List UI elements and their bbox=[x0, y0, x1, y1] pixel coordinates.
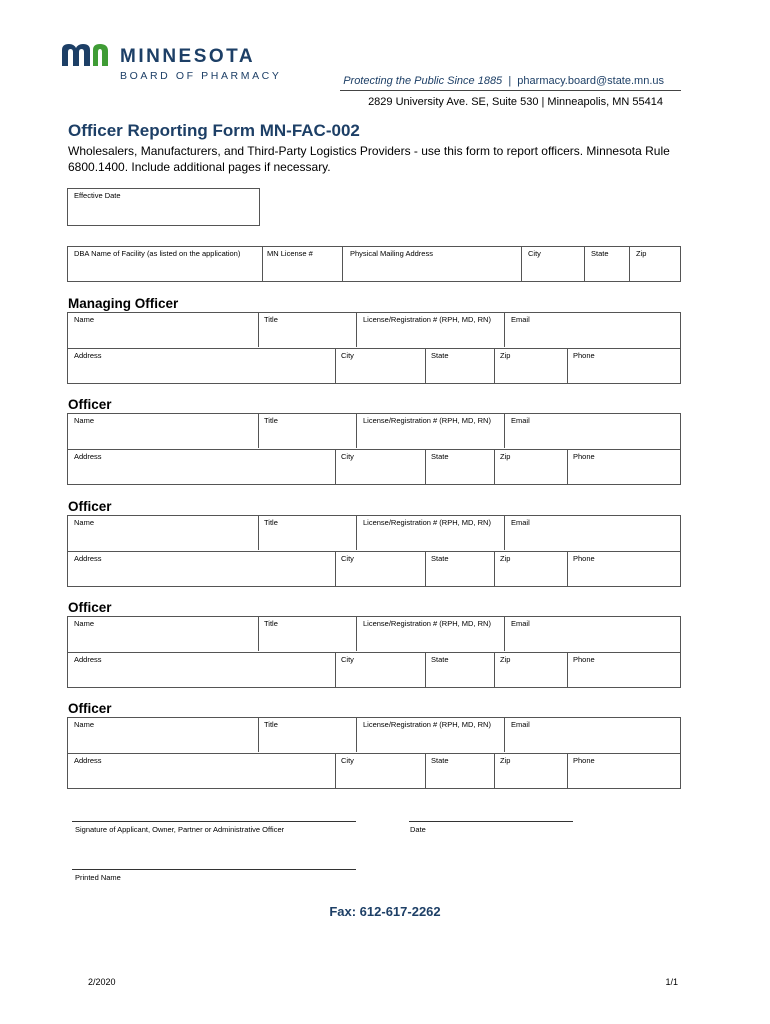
officer-city-label: City bbox=[341, 351, 354, 360]
officer-block-5 bbox=[67, 717, 681, 789]
signature-line[interactable] bbox=[72, 821, 356, 822]
officer-title-label: Title bbox=[264, 315, 278, 324]
board-address: 2829 University Ave. SE, Suite 530 | Minneapolis, MN 55414 bbox=[368, 96, 663, 108]
officer-address-label: Address bbox=[74, 756, 102, 765]
officer-address-label: Address bbox=[74, 655, 102, 664]
officer-block-1 bbox=[67, 312, 681, 384]
officer-zip-label: Zip bbox=[500, 756, 511, 765]
facility-zip-label: Zip bbox=[636, 249, 647, 258]
signature-label: Signature of Applicant, Owner, Partner or Administrative Officer bbox=[75, 825, 285, 834]
footer-date: 2/2020 bbox=[88, 977, 116, 987]
printed-name-line[interactable] bbox=[72, 869, 356, 870]
officer-state-label: State bbox=[431, 452, 449, 461]
tagline-motto: Protecting the Public Since 1885 bbox=[343, 75, 503, 87]
mn-board-of-pharmacy-logo bbox=[62, 40, 302, 90]
officer-license-label: License/Registration # (RPH, MD, RN) bbox=[363, 315, 491, 324]
officer-city-label: City bbox=[341, 554, 354, 563]
officer-email-label: Email bbox=[511, 518, 530, 527]
section-title-2: Officer bbox=[68, 397, 112, 412]
officer-address-label: Address bbox=[74, 452, 102, 461]
officer-email-label: Email bbox=[511, 619, 530, 628]
logo-state-text: MINNESOTA bbox=[120, 46, 256, 67]
officer-zip-label: Zip bbox=[500, 655, 511, 664]
officer-license-label: License/Registration # (RPH, MD, RN) bbox=[363, 619, 491, 628]
officer-city-label: City bbox=[341, 756, 354, 765]
officer-block-2 bbox=[67, 413, 681, 485]
officer-license-label: License/Registration # (RPH, MD, RN) bbox=[363, 720, 491, 729]
officer-license-label: License/Registration # (RPH, MD, RN) bbox=[363, 416, 491, 425]
officer-state-label: State bbox=[431, 351, 449, 360]
officer-block-3 bbox=[67, 515, 681, 587]
date-label: Date bbox=[410, 825, 426, 834]
officer-state-label: State bbox=[431, 756, 449, 765]
facility-row bbox=[67, 246, 681, 282]
logo-board-text: BOARD OF PHARMACY bbox=[120, 70, 282, 82]
fax-number: Fax: 612-617-2262 bbox=[329, 904, 441, 919]
section-title-1: Managing Officer bbox=[68, 296, 179, 311]
officer-title-label: Title bbox=[264, 416, 278, 425]
tagline-email[interactable]: pharmacy.board@state.mn.us bbox=[517, 75, 664, 87]
officer-email-label: Email bbox=[511, 720, 530, 729]
section-title-3: Officer bbox=[68, 499, 112, 514]
officer-city-label: City bbox=[341, 452, 354, 461]
officer-email-label: Email bbox=[511, 315, 530, 324]
form-title: Officer Reporting Form MN-FAC-002 bbox=[68, 121, 360, 140]
section-title-4: Officer bbox=[68, 600, 112, 615]
officer-name-label: Name bbox=[74, 619, 95, 628]
officer-title-label: Title bbox=[264, 619, 278, 628]
officer-state-label: State bbox=[431, 655, 449, 664]
tagline-separator: | bbox=[508, 75, 512, 87]
officer-name-label: Name bbox=[74, 315, 95, 324]
facility-city-label: City bbox=[528, 249, 541, 258]
officer-title-label: Title bbox=[264, 518, 278, 527]
officer-phone-label: Phone bbox=[573, 655, 595, 664]
printed-name-label: Printed Name bbox=[75, 873, 121, 882]
officer-address-label: Address bbox=[74, 554, 102, 563]
tagline bbox=[343, 75, 664, 87]
header-divider bbox=[340, 90, 681, 91]
minnesota-m-logo-icon bbox=[62, 44, 108, 66]
officer-title-label: Title bbox=[264, 720, 278, 729]
officer-phone-label: Phone bbox=[573, 756, 595, 765]
officer-block-4 bbox=[67, 616, 681, 688]
officer-zip-label: Zip bbox=[500, 554, 511, 563]
officer-name-label: Name bbox=[74, 518, 95, 527]
footer-page: 1/1 bbox=[665, 977, 678, 987]
form-intro: Wholesalers, Manufacturers, and Third-Party Logistics Providers - use this form to report officers. Minnesota Rule 6800.1400. Include additional pages if necessary. bbox=[68, 144, 670, 174]
officer-name-label: Name bbox=[74, 416, 95, 425]
effective-date-field[interactable] bbox=[67, 188, 260, 226]
mn-license-label: MN License # bbox=[267, 249, 313, 258]
officer-address-label: Address bbox=[74, 351, 102, 360]
date-line[interactable] bbox=[409, 821, 573, 822]
officer-phone-label: Phone bbox=[573, 554, 595, 563]
officer-license-label: License/Registration # (RPH, MD, RN) bbox=[363, 518, 491, 527]
officer-phone-label: Phone bbox=[573, 452, 595, 461]
facility-state-label: State bbox=[591, 249, 609, 258]
officer-zip-label: Zip bbox=[500, 452, 511, 461]
officer-phone-label: Phone bbox=[573, 351, 595, 360]
officer-email-label: Email bbox=[511, 416, 530, 425]
dba-label: DBA Name of Facility (as listed on the application) bbox=[74, 249, 241, 258]
section-title-5: Officer bbox=[68, 701, 112, 716]
officer-name-label: Name bbox=[74, 720, 95, 729]
officer-city-label: City bbox=[341, 655, 354, 664]
mailing-address-label: Physical Mailing Address bbox=[350, 249, 433, 258]
officer-state-label: State bbox=[431, 554, 449, 563]
officer-zip-label: Zip bbox=[500, 351, 511, 360]
effective-date-label: Effective Date bbox=[74, 191, 121, 200]
